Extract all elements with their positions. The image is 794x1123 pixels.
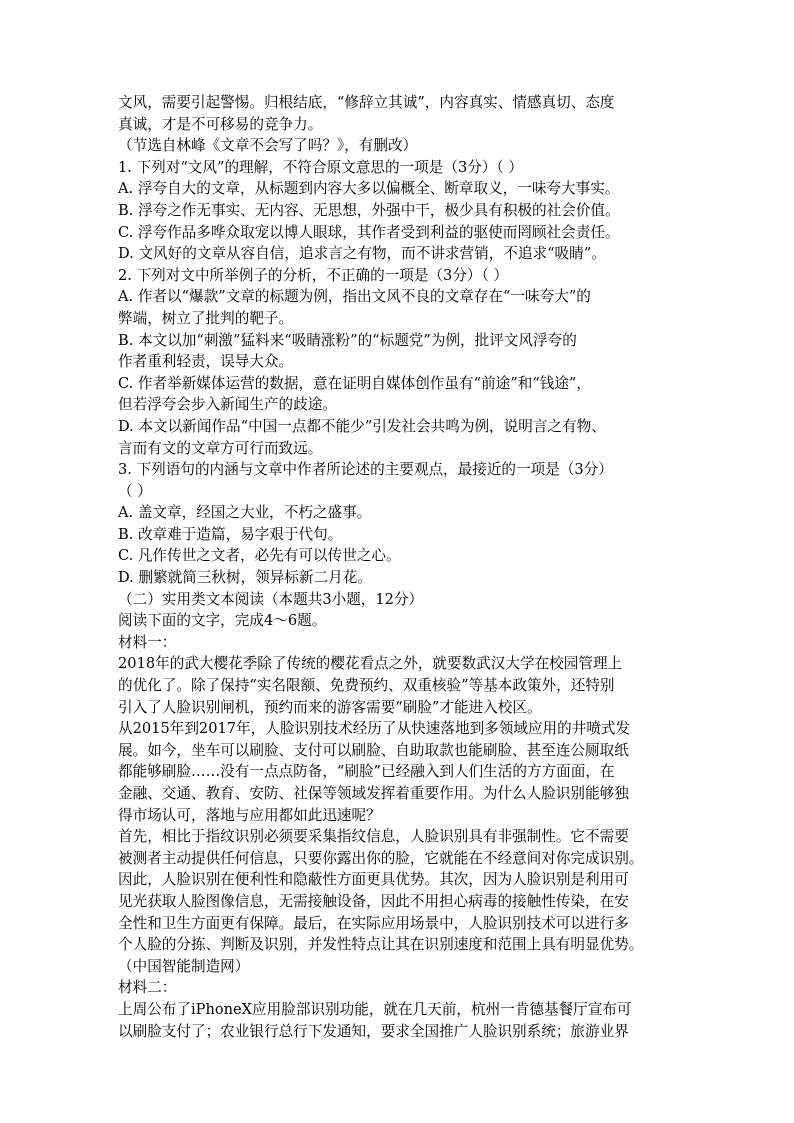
text-line: （ ） [118,482,152,500]
text-line: 金融、交通、教育、安防、社保等领域发挥着重要作用。为什么人脸识别能够独 [118,785,629,802]
text-line: D. 删繁就简三秋树，领异标新二月花。 [118,569,372,587]
text-line: 言而有文的文章方可行而致远。 [118,439,323,457]
text-line: 以刷脸支付了；农业银行总行下发通知，要求全国推广人脸识别系统；旅游业界 [118,1022,629,1040]
text-line: B. 浮夸之作无事实、无内容、无思想，外强中干，极少具有积极的社会价值。 [118,201,620,219]
text-line: 真诚，才是不可移易的竞争力。 [118,115,323,133]
text-line: 得市场认可，落地与应用都如此迅速呢？ [118,806,381,824]
text-line: 的优化了。除了保持“实名限额、免费预约、双重核验”等基本政策外，还特别 [118,677,615,695]
text-line: B. 本文以加“刺激”猛料来“吸睛涨粉”的“标题党”为例，批评文风浮夸的 [118,331,577,349]
text-line: A. 浮夸自大的文章，从标题到内容大多以偏概全、断章取义，一味夸大事实。 [118,180,620,198]
text-line: 作者重利轻责，误导大众。 [118,353,294,371]
text-line: 因此，人脸识别在便利性和隐蔽性方面更具优势。其次，因为人脸识别是利用可 [118,871,629,889]
text-line: 2018年的武大樱花季除了传统的樱花看点之外，就要数武汉大学在校园管理上 [118,655,623,673]
text-line: 材料一： [118,633,177,651]
text-line: 被测者主动提供任何信息，只要你露出你的脸，它就能在不经意间对你完成识别。 [118,849,644,867]
text-line: 2. 下列对文中所举例子的分析，不正确的一项是（3分）（ ） [118,266,509,284]
text-line: A. 盖文章，经国之大业，不朽之盛事。 [118,504,372,522]
text-line: 全性和卫生方面更有保障。最后，在实际应用场景中，人脸识别技术可以进行多 [118,914,629,932]
text-line: 文风，需要引起警惕。归根结底，“修辞立其诚”，内容真实、情感真切、态度 [118,94,615,111]
text-line: 弊端，树立了批判的靶子。 [118,309,294,327]
text-line: （节选自林峰《文章不会写了吗？》，有删改） [118,137,418,155]
text-line: （二）实用类文本阅读（本题共3小题，12分） [118,590,424,608]
text-line: 上周公布了iPhoneX应用脸部识别功能，就在几天前，杭州一肯德基餐厅宣布可 [118,1000,632,1018]
text-line: （中国智能制造网） [118,957,250,975]
text-line: 阅读下面的文字，完成4～6题。 [118,612,327,630]
text-line: 但若浮夸会步入新闻生产的歧途。 [118,396,337,414]
text-line: 1. 下列对“文风”的理解，不符合原文意思的一项是（3分）（ ） [118,158,523,176]
text-line: B. 改章难于造篇，易字艰于代句。 [118,525,343,543]
text-line: 见光获取人脸图像信息，无需接触设备，因此不用担心病毒的接触性传染，在安 [118,892,629,910]
text-line: D. 文风好的文章从容自信，追求言之有物，而不讲求营销，不追求“吸睛”。 [118,245,606,263]
document-page [118,92,680,1042]
text-line: 引入了人脸识别闸机，预约而来的游客需要“刷脸”才能进入校区。 [118,698,542,716]
text-line: 从2015年到2017年，人脸识别技术经历了从快速落地到多领域应用的井喷式发 [118,720,631,738]
text-line: 3. 下列语句的内涵与文章中作者所论述的主要观点，最接近的一项是（3分） [118,461,613,479]
text-line: 展。如今，坐车可以刷脸、支付可以刷脸、自助取款也能刷脸、甚至连公厕取纸 [118,741,629,759]
text-line: C. 作者举新媒体运营的数据，意在证明自媒体创作虽有“前途”和“钱途”， [118,374,591,392]
text-line: 都能够刷脸……没有一点点防备，“刷脸”已经融入到人们生活的方方面面，在 [118,763,615,781]
text-line: A. 作者以“爆款”文章的标题为例，指出文风不良的文章存在“一味夸大”的 [118,288,591,306]
text-line: D. 本文以新闻作品“中国一点都不能少”引发社会共鸣为例，说明言之有物、 [118,417,606,435]
text-line: 材料二： [118,979,177,997]
text-line: 首先，相比于指纹识别必须要采集指纹信息，人脸识别具有非强制性。它不需要 [118,828,629,846]
text-line: 个人脸的分拣、判断及识别，并发性特点让其在识别速度和范围上具有明显优势。 [118,936,644,954]
text-line: C. 浮夸作品多哗众取宠以博人眼球，其作者受到利益的驱使而罔顾社会责任。 [118,223,620,241]
text-line: C. 凡作传世之文者，必先有可以传世之心。 [118,547,401,565]
